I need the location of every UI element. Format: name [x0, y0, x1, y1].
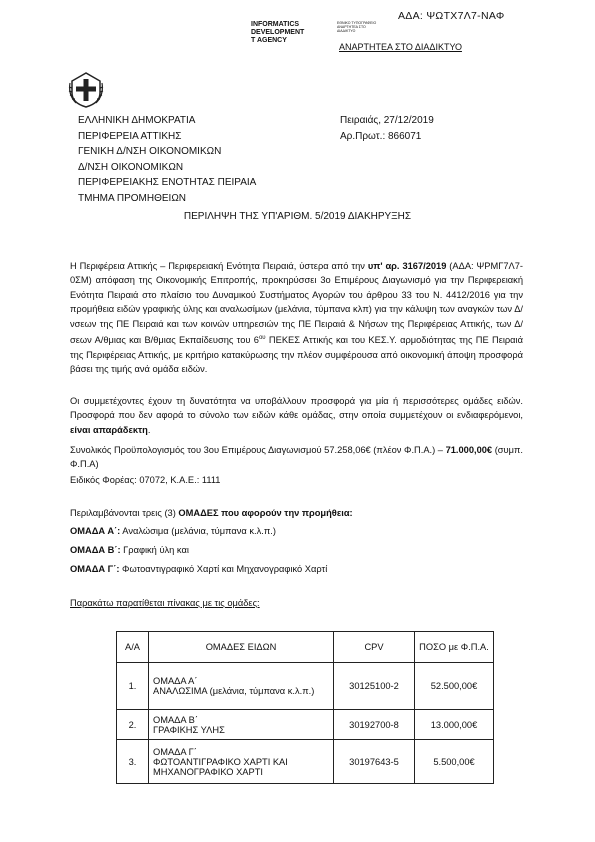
- total-budget: 71.000,00€: [445, 445, 493, 455]
- agency-line: T AGENCY: [251, 37, 287, 44]
- agency-mini-text: ΕΘΝΙΚΟ ΤΥΠΟΓΡΑΦΕΙΟ ΑΝΑΡΤΗΤΕΑ ΣΤΟ ΔΙΑΔΙΚΤΥΟ: [337, 21, 377, 33]
- group-c-line: ΟΜΑΔΑ Γ΄: Φωτοαντιγραφικό Χαρτί και Μηχανογραφικό Χαρτί: [70, 564, 328, 574]
- col-header-aa: Α/Α: [117, 632, 149, 663]
- issuer-line: ΕΛΛΗΝΙΚΗ ΔΗΜΟΚΡΑΤΙΑ: [78, 115, 196, 126]
- col-header-cpv: CPV: [334, 632, 415, 663]
- issuer-line: ΠΕΡΙΦΕΡΕΙΑΚΗΣ ΕΝΟΤΗΤΑΣ ΠΕΙΡΑΙΑ: [78, 177, 257, 188]
- date-protocol-block: [340, 113, 434, 144]
- agency-logo: [251, 21, 377, 45]
- paragraph-intro: Η Περιφέρεια Αττικής – Περιφερειακή Ενότητα Πειραιά, ύστερα από την υπ' αρ. 3167/2019 (ΑΔΑ: ΨΡΜΓ7Λ7-0ΣΜ) απόφαση της Οικονομικής Επιτροπής, προκηρύσσει 3ο Επιμέρους Διαγωνισμό για την Περιφερειακή Ενότητα Πειραιά στο πλαίσιο του Δυναμικού Συστήματος Αγορών του άρθρου 33 του Ν. 4412/2016 για την προμήθεια ειδών γραφικής ύλης και αναλωσίμων (μελάνια, τύμπανα κλπ) για την κάλυψη των αναγκών των Δ/νσεων της ΠΕ Πειραιά και των κοινών υπηρεσιών της ΠΕ Πειραιά & Νήσων της Περιφέρειας Αττικής, των Δ/σεων Α/θμιας και Β/θμιας Εκπαίδευσης του $6^{o\upsilon}$ ΠΕΚΕΣ Αττικής και του ΚΕΣ.Υ. αρμοδιότητας της ΠΕ Πειραιά της Περιφέρειας Αττικής, με κριτήριο κατακύρωσης την πλέον συμφέρουσα από οικονομική άποψη προσφορά βάσει της τιμής ανά ομάδα ειδών.: [70, 261, 524, 374]
- col-header-groups: ΟΜΑΔΕΣ ΕΙΔΩΝ: [149, 632, 334, 663]
- groups-intro: Περιλαμβάνονται τρεις (3) ΟΜΑΔΕΣ που αφορούν την προμήθεια:: [70, 508, 353, 518]
- paragraph-budget: Συνολικός Προϋπολογισμός του 3ου Επιμέρους Διαγωνισμού 57.258,06€ (πλέον Φ.Π.Α.) – 71.000,00€ (συμπ. Φ.Π.Α): [70, 445, 523, 470]
- issuer-block: [78, 113, 256, 206]
- posted-online-label: ΑΝΑΡΤΗΤΕΑ ΣΤΟ ΔΙΑΔΙΚΤΥΟ: [339, 42, 462, 52]
- document-title: ΠΕΡΙΛΗΨΗ ΤΗΣ ΥΠ'ΑΡΙΘΜ. 5/2019 ΔΙΑΚΗΡΥΞΗΣ: [183, 211, 412, 222]
- table-row: 2. ΟΜΑΔΑ Β΄ ΓΡΑΦΙΚΗΣ ΥΛΗΣ 30192700-8 13.000,00€: [117, 710, 494, 740]
- protocol-number: Αρ.Πρωτ.: 866071: [340, 130, 422, 142]
- document-date: Πειραιάς, 27/12/2019: [340, 115, 434, 126]
- table-row: 1. ΟΜΑΔΑ Α΄ ΑΝΑΛΩΣΙΜΑ (μελάνια, τύμπανα κ.λ.π.) 30125100-2 52.500,00€: [117, 663, 494, 710]
- table-header-row: [117, 632, 494, 663]
- paragraph-participation: Οι συμμετέχοντες έχουν τη δυνατότητα να υποβάλλουν προσφορά για μία ή περισσότερες ομάδες ειδών. Προσφορά που δεν αφορά το σύνολο των ειδών κάθε ομάδας, στην οποία συμμετέχουν οι ενδιαφερόμενοι, είναι απαράδεκτη.: [70, 396, 523, 435]
- table-intro: Παρακάτω παρατίθεται πίνακας με τις ομάδες:: [70, 598, 260, 608]
- agency-line: DEVELOPMENT: [251, 29, 305, 36]
- col-header-amount: ΠΟΣΟ με Φ.Π.Α.: [415, 632, 494, 663]
- issuer-line: ΤΜΗΜΑ ΠΡΟΜΗΘΕΙΩΝ: [78, 192, 187, 204]
- issuer-line: Δ/ΝΣΗ ΟΙΚΟΝΟΜΙΚΩΝ: [78, 161, 184, 173]
- ada-code: ΑΔΑ: ΨΩΤΧ7Λ7-ΝΑΦ: [398, 10, 505, 22]
- groups-table: [116, 631, 494, 784]
- group-b-line: ΟΜΑΔΑ Β΄: Γραφική ύλη και: [70, 545, 189, 555]
- decision-number: υπ' αρ. 3167/2019: [367, 261, 447, 271]
- table-row: 3. ΟΜΑΔΑ Γ΄ ΦΩΤΟΑΝΤΙΓΡΑΦΙΚΟ ΧΑΡΤΙ ΚΑΙ ΜΗΧΑΝΟΓΡΑΦΙΚΟ ΧΑΡΤΙ 30197643-5 5.500,00€: [117, 740, 494, 784]
- hellenic-republic-emblem-icon: [68, 69, 104, 109]
- group-a-line: ΟΜΑΔΑ Α΄: Αναλώσιμα (μελάνια, τύμπανα κ.λ.π.): [70, 526, 276, 536]
- issuer-line: ΓΕΝΙΚΗ Δ/ΝΣΗ ΟΙΚΟΝΟΜΙΚΩΝ: [78, 146, 222, 157]
- agency-line: INFORMATICS: [251, 21, 300, 28]
- issuer-line: ΠΕΡΙΦΕΡΕΙΑ ΑΤΤΙΚΗΣ: [78, 130, 182, 142]
- special-body-line: Ειδικός Φορέας: 07072, Κ.Α.Ε.: 1111: [70, 475, 221, 485]
